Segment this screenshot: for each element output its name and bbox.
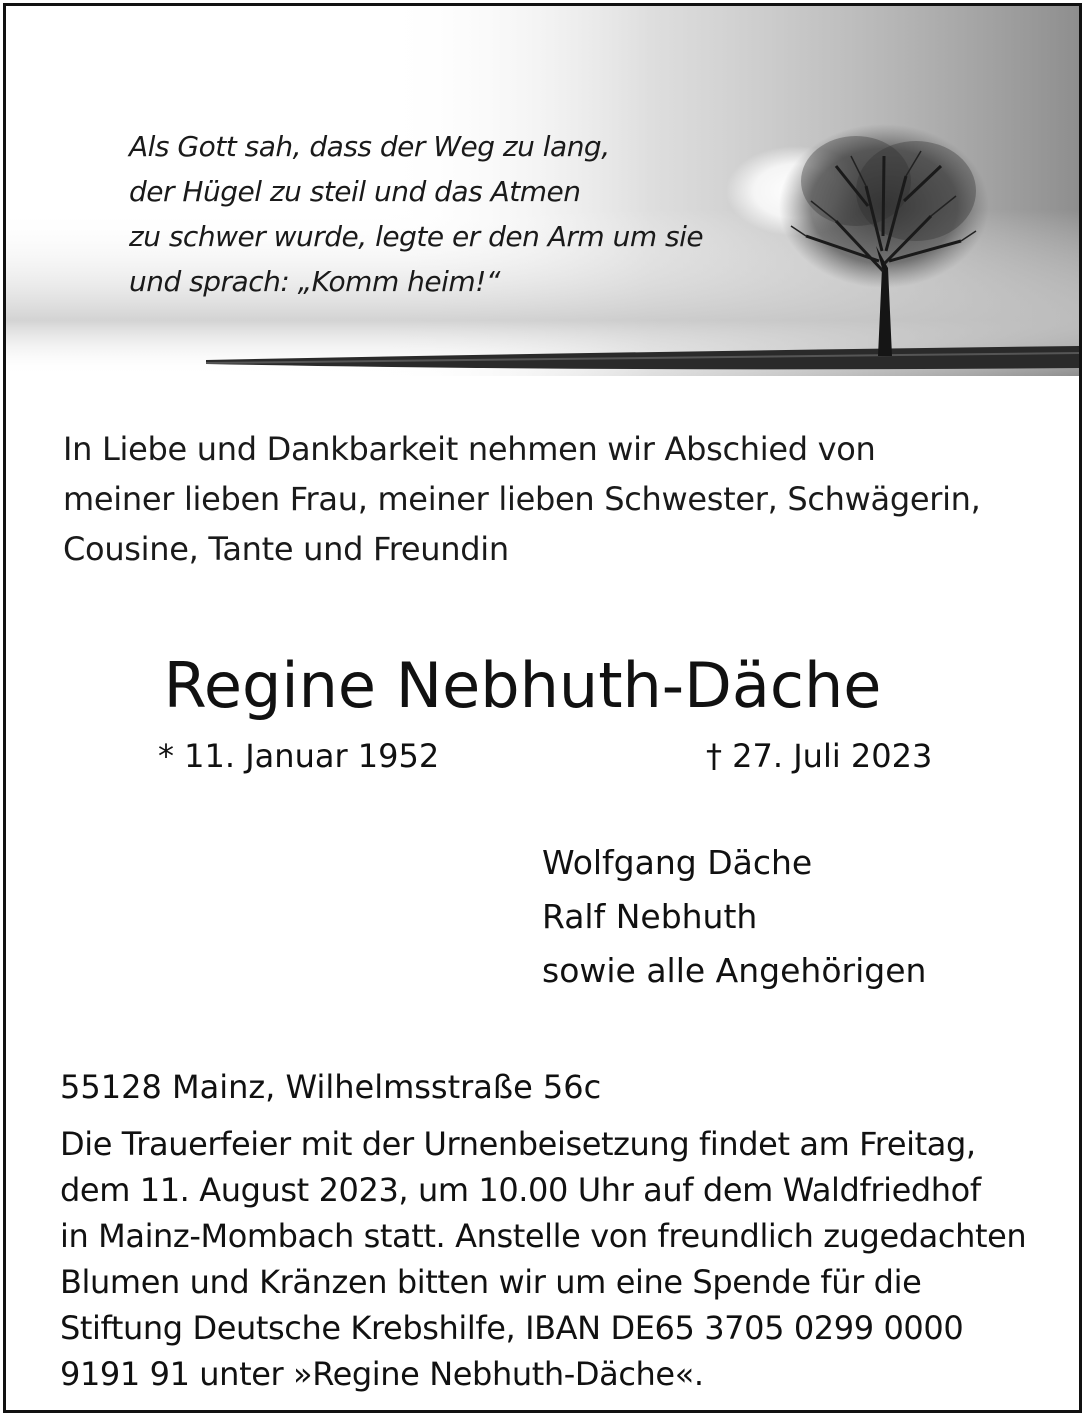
deceased-name: Regine Nebhuth-Däche [163,649,882,722]
poem-line: und sprach: „Komm heim!“ [129,265,500,298]
mourner-name: Ralf Nebhuth [542,897,758,936]
ceremony-details [60,1121,1026,1397]
mourner-name: sowie alle Angehörigen [542,951,927,990]
poem-line: zu schwer wurde, legte er den Arm um sie [129,220,704,253]
ceremony-line: in Mainz-Mombach statt. Anstelle von freundlich zugedachten [60,1217,1027,1255]
poem-line: Als Gott sah, dass der Weg zu lang, [129,130,610,163]
intro-line: In Liebe und Dankbarkeit nehmen wir Abschied von [63,430,876,468]
farewell-intro [63,424,981,574]
death-date: † 27. Juli 2023 [706,737,933,775]
ceremony-line: dem 11. August 2023, um 10.00 Uhr auf dem Waldfriedhof [60,1171,981,1209]
mourner-name: Wolfgang Däche [542,843,813,882]
ceremony-line: Die Trauerfeier mit der Urnenbeisetzung findet am Freitag, [60,1125,976,1163]
birth-date: * 11. Januar 1952 [158,737,440,775]
intro-line: meiner lieben Frau, meiner lieben Schwester, Schwägerin, [63,480,981,518]
mourners-list [542,836,926,998]
ceremony-line: Blumen und Kränzen bitten wir um eine Spende für die [60,1263,922,1301]
intro-line: Cousine, Tante und Freundin [63,530,509,568]
ceremony-line: Stiftung Deutsche Krebshilfe, IBAN DE65 3705 0299 0000 [60,1309,964,1347]
poem-line: der Hügel zu steil und das Atmen [129,175,581,208]
obituary-frame [3,3,1082,1413]
ceremony-line: 9191 91 unter »Regine Nebhuth-Däche«. [60,1355,704,1393]
poem [129,124,703,304]
address: 55128 Mainz, Wilhelmsstraße 56c [60,1068,602,1106]
